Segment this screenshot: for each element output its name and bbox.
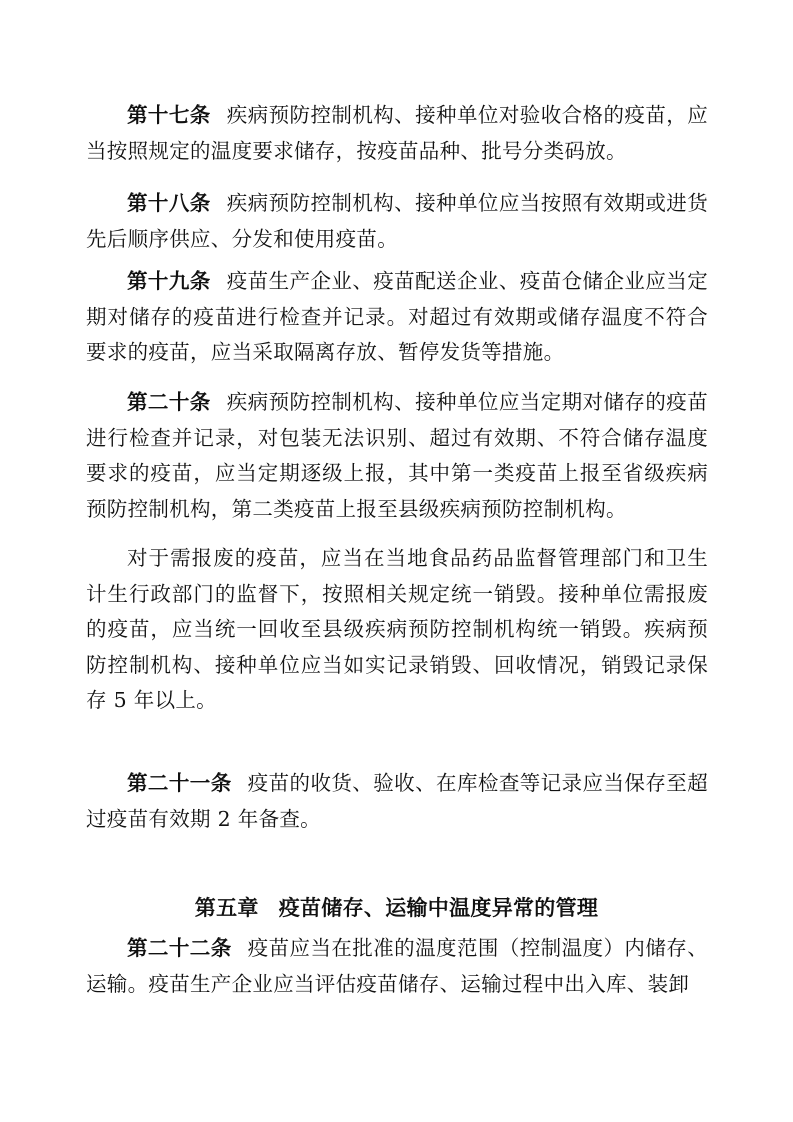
article-text: 疾病预防控制机构、接种单位应当按照有效期或进货先后顺序供应、分发和使用疫苗。 [86, 191, 709, 251]
article-text: 疫苗的收货、验收、在库检查等记录应当保存至超过疫苗有效期 2 年备查。 [86, 771, 708, 831]
article-number: 第十九条 [127, 269, 211, 293]
article-20 [86, 385, 708, 527]
article-text: 疫苗应当在批准的温度范围（控制温度）内储存、运输。疫苗生产企业应当评估疫苗储存、运输过程中出入库、装卸 [86, 936, 708, 996]
chapter-heading [0, 892, 793, 922]
chapter-title: 疫苗储存、运输中温度异常的管理 [278, 895, 599, 920]
article-18 [86, 186, 708, 257]
article-text: 疫苗生产企业、疫苗配送企业、疫苗仓储企业应当定期对储存的疫苗进行检查并记录。对超过有效期或储存温度不符合要求的疫苗，应当采取隔离存放、暂停发货等措施。 [86, 269, 709, 364]
article-22 [86, 931, 708, 1002]
article-text: 对于需报废的疫苗，应当在当地食品药品监督管理部门和卫生计生行政部门的监督下，按照相关规定统一销毁。接种单位需报废的疫苗，应当统一回收至县级疾病预防控制机构统一销毁。疾病预防控制机构、接种单位应当如实记录销毁、回收情况，销毁记录保存 5 年以上。 [86, 546, 708, 712]
article-20-paragraph-2 [86, 541, 708, 719]
chapter-number: 第五章 [194, 895, 259, 920]
article-17 [86, 98, 708, 169]
article-text: 疾病预防控制机构、接种单位对验收合格的疫苗，应当按照规定的温度要求储存，按疫苗品种、批号分类码放。 [86, 103, 709, 163]
article-number: 第二十二条 [127, 936, 232, 960]
article-number: 第十七条 [127, 103, 211, 127]
article-number: 第二十一条 [127, 771, 232, 795]
article-21 [86, 766, 708, 837]
article-19 [86, 264, 708, 371]
article-text: 疾病预防控制机构、接种单位应当定期对储存的疫苗进行检查并记录，对包装无法识别、超过有效期、不符合储存温度要求的疫苗，应当定期逐级上报，其中第一类疫苗上报至省级疾病预防控制机构，第二类疫苗上报至县级疾病预防控制机构。 [86, 390, 709, 521]
article-number: 第十八条 [127, 191, 211, 215]
article-number: 第二十条 [127, 390, 211, 414]
